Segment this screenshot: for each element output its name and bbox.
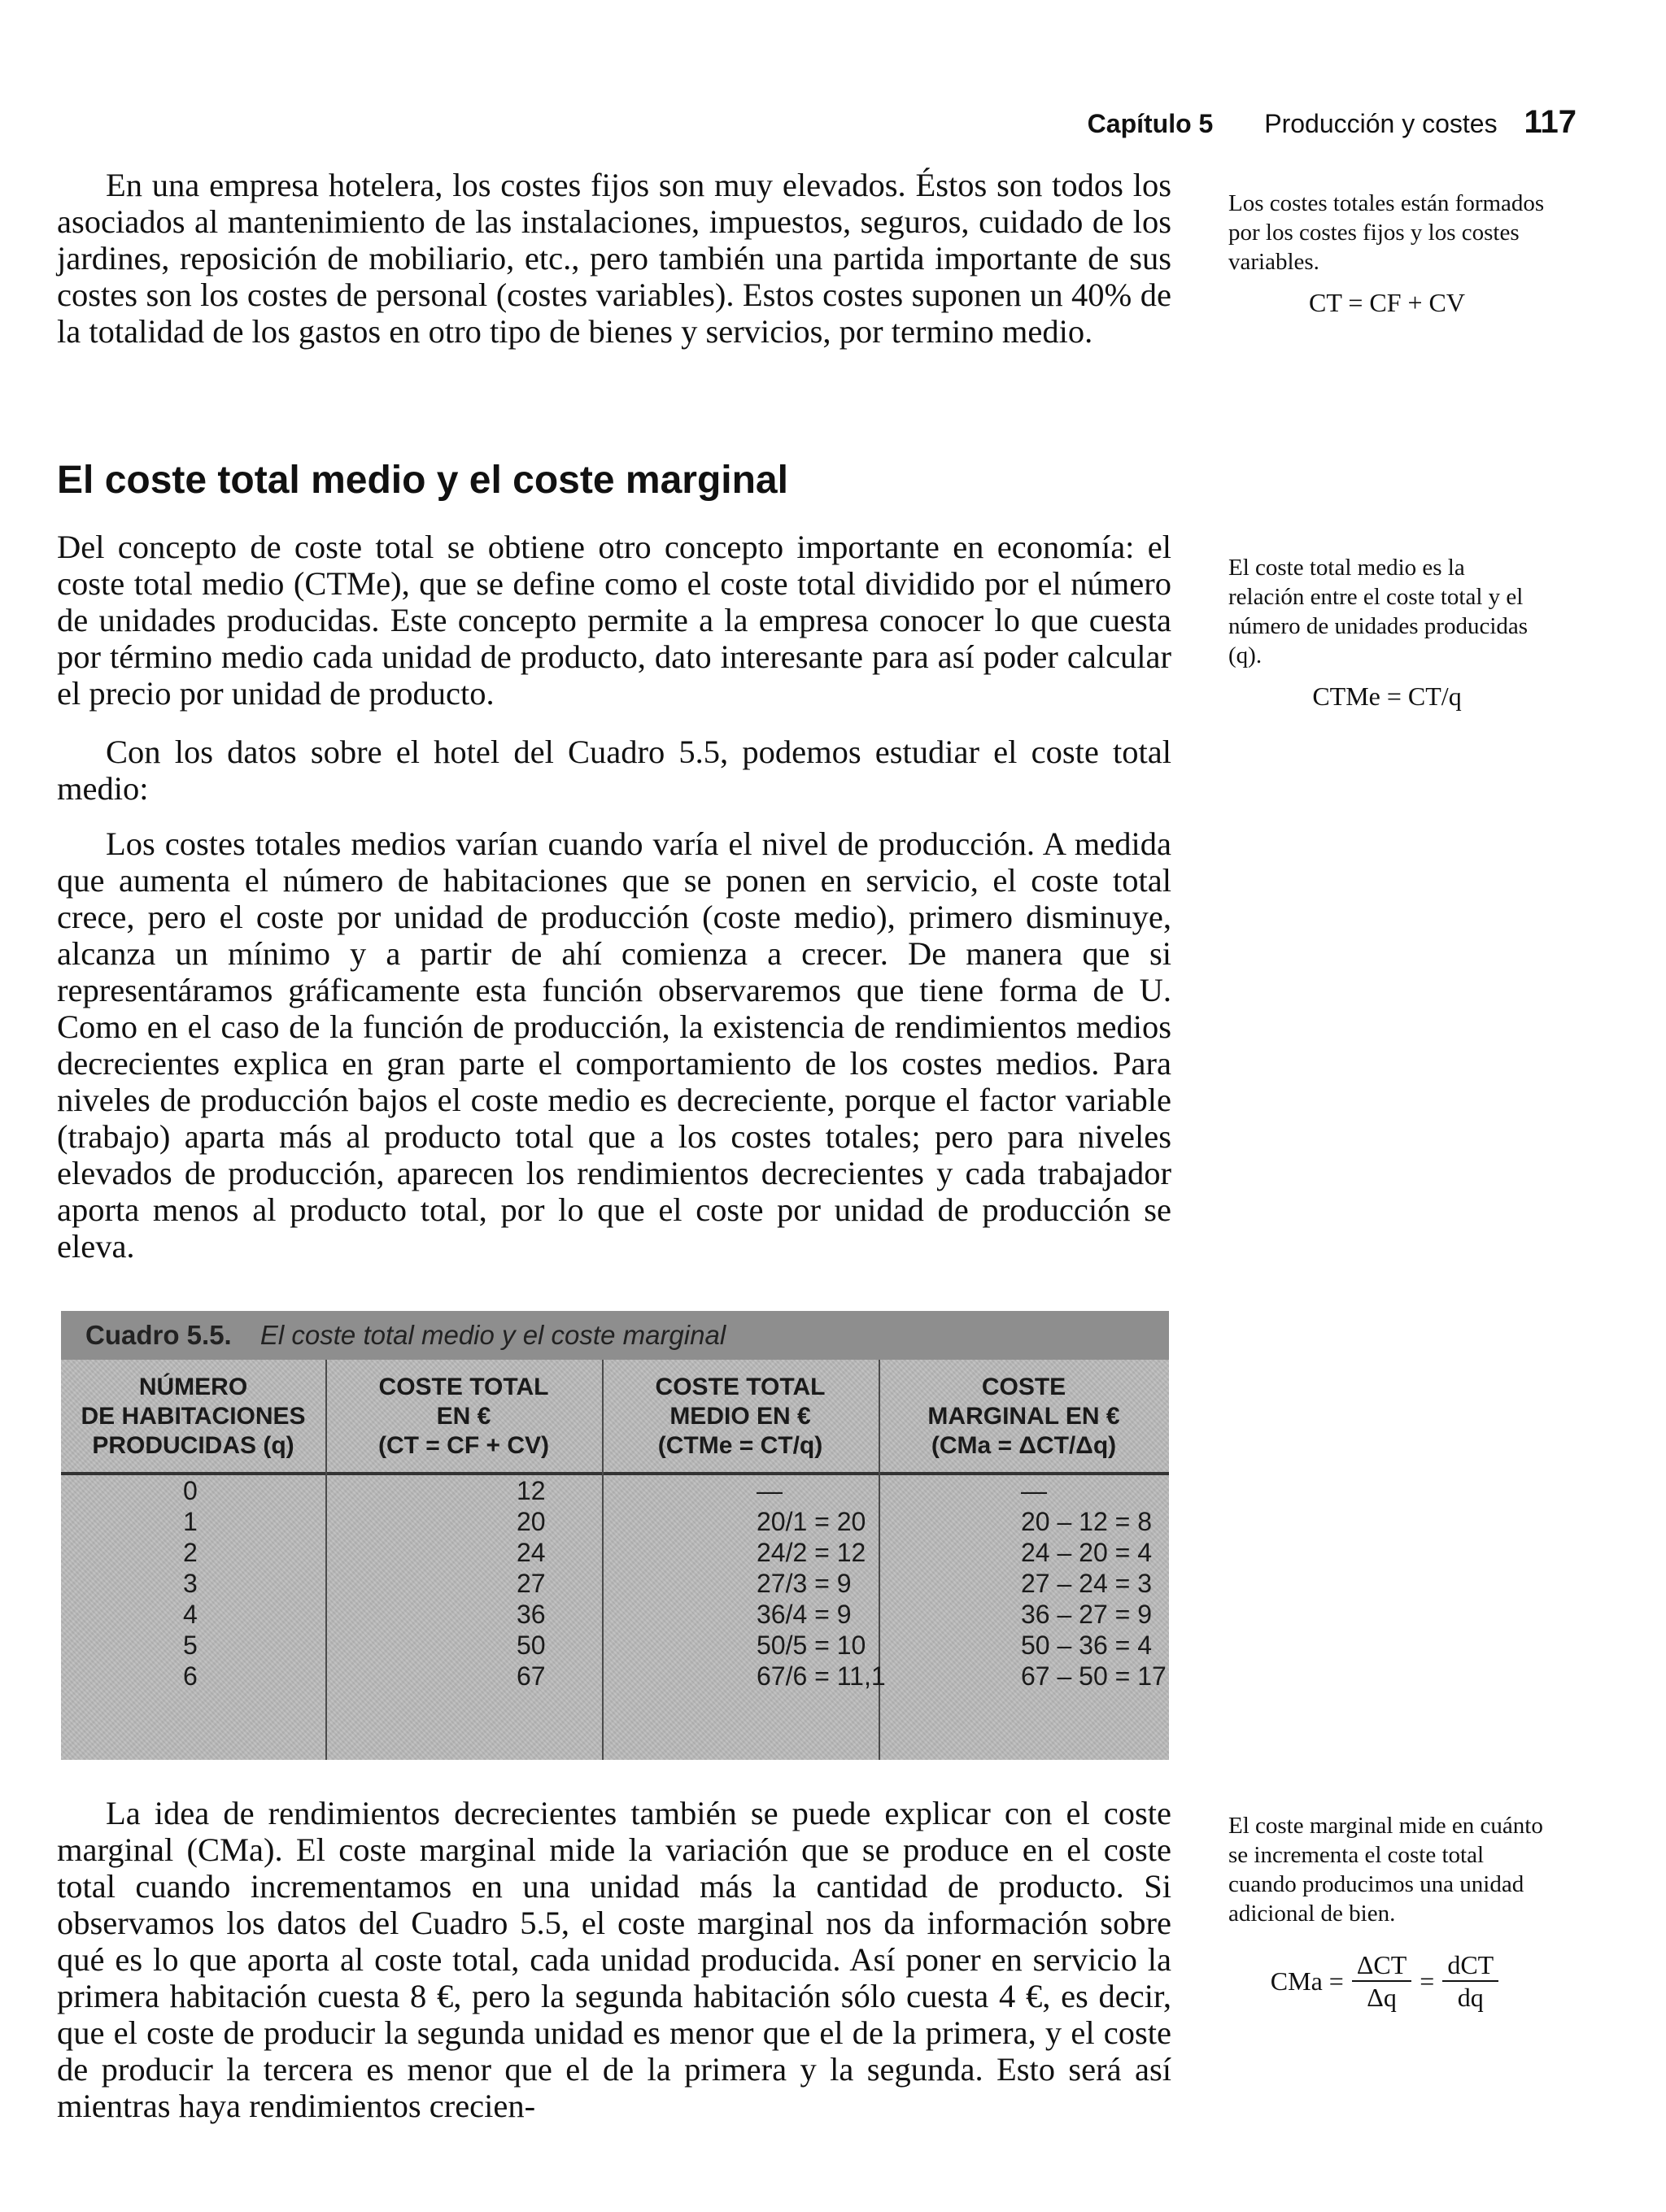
fraction-numerator: dCT bbox=[1442, 1949, 1498, 1982]
cell-ct: 36 bbox=[517, 1600, 546, 1629]
cell-ct: 67 bbox=[517, 1661, 546, 1691]
table-caption-title: El coste total medio y el coste marginal bbox=[259, 1320, 726, 1350]
cell-cma: — bbox=[1021, 1476, 1047, 1505]
cell-ctme: 24/2 = 12 bbox=[757, 1538, 866, 1567]
header-coste-marginal bbox=[879, 1360, 1169, 1472]
header-line: (CTMe = CT/q) bbox=[657, 1432, 823, 1459]
header-line: COSTE bbox=[981, 1374, 1066, 1400]
cell-q: 0 bbox=[183, 1476, 198, 1505]
table-header-row bbox=[61, 1360, 1169, 1475]
fraction-numerator: ΔCT bbox=[1352, 1949, 1411, 1982]
cell-cma: 67 – 50 = 17 bbox=[1021, 1661, 1167, 1691]
paragraph-block-ctme bbox=[57, 529, 1171, 712]
fraction-denominator: dq bbox=[1457, 1983, 1484, 2012]
cell-q: 1 bbox=[183, 1507, 198, 1536]
cell-ct: 24 bbox=[517, 1538, 546, 1567]
table-row bbox=[61, 1599, 1169, 1630]
sidenote-total-cost bbox=[1228, 189, 1546, 317]
cell-cma: 50 – 36 = 4 bbox=[1021, 1631, 1153, 1660]
table-row bbox=[61, 1630, 1169, 1661]
fraction-derivative bbox=[1442, 1949, 1498, 2013]
fraction-delta bbox=[1352, 1949, 1411, 2013]
table-caption bbox=[61, 1311, 1169, 1360]
sidenote-text: El coste total medio es la relación entre el coste total y el número de unidades producidas (q). bbox=[1228, 555, 1529, 668]
cuadro-5-5-table bbox=[61, 1311, 1169, 1760]
header-coste-total bbox=[325, 1360, 602, 1472]
table-row bbox=[61, 1475, 1169, 1506]
cell-ctme: 36/4 = 9 bbox=[757, 1600, 852, 1629]
header-line: EN € bbox=[436, 1403, 491, 1430]
header-coste-medio bbox=[602, 1360, 879, 1472]
cell-cma: 27 – 24 = 3 bbox=[1021, 1569, 1153, 1598]
chapter-label: Capítulo 5 bbox=[1087, 109, 1214, 138]
intro-paragraph-block bbox=[57, 167, 1171, 350]
paragraph-average-cost-behaviour: Los costes totales medios varían cuando varía el nivel de producción. A medida que aumenta el número de habitaciones que se ponen en servicio, el coste total crece, pero el coste por unidad de producción (coste medio), primero disminuye, alcanza un mínimo y a partir de ahí comienza a crecer. De manera que si representáramos gráficamente esta función observaremos que tiene forma de U. Como en el caso de la función de producción, la existencia de rendimientos medios decrecientes explica en gran parte el comportamiento de los costes medios. Para niveles de producción bajos el coste medio es decreciente, porque el factor variable (trabajo) aparta más al producto total que a los costes totales; pero para niveles elevados de producción, aparecen los rendimientos decrecientes y cada trabajador aporta menos al producto total, por lo que el coste por unidad de producción se eleva. bbox=[57, 825, 1171, 1265]
cell-ct: 20 bbox=[517, 1507, 546, 1536]
cell-ct: 50 bbox=[517, 1631, 546, 1660]
table-row bbox=[61, 1568, 1169, 1599]
paragraph-marginal-cost: La idea de rendimientos decrecientes también se puede explicar con el coste marginal (CMa). El coste marginal mide la variación que se produce en el coste total cuando incrementamos en una unidad más la cantidad de producto. Si observamos los datos del Cuadro 5.5, el coste marginal nos da información sobre qué es lo que aporta al coste total, cada unidad producida. Así poner en servicio la primera habitación cuesta 8 €, pero la segunda habitación sólo cuesta 4 €, es decir, que el coste de producir la segunda unidad es menor que el de la primera, y el coste de producir la tercera es menor que el de la primera y la segunda. Esto será así mientras haya rendimientos crecien- bbox=[57, 1795, 1171, 2124]
cell-q: 5 bbox=[183, 1631, 198, 1660]
formula-ct: CT = CF + CV bbox=[1309, 288, 1465, 317]
cell-cma: 20 – 12 = 8 bbox=[1021, 1507, 1153, 1536]
header-line: MEDIO EN € bbox=[669, 1403, 811, 1430]
paragraph-cuadro-reference: Con los datos sobre el hotel del Cuadro 5.5, podemos estudiar el coste total medio: bbox=[57, 734, 1171, 807]
header-line: (CT = CF + CV) bbox=[377, 1432, 549, 1459]
running-header bbox=[1088, 104, 1577, 141]
table-row bbox=[61, 1537, 1169, 1568]
header-line: (CMa = ΔCT/Δq) bbox=[931, 1432, 1117, 1459]
cell-ctme: 20/1 = 20 bbox=[757, 1507, 866, 1536]
cell-q: 4 bbox=[183, 1600, 198, 1629]
header-line: COSTE TOTAL bbox=[378, 1374, 549, 1400]
cell-q: 2 bbox=[183, 1538, 198, 1567]
cell-ct: 27 bbox=[517, 1569, 546, 1598]
paragraph-block-u-shape bbox=[57, 825, 1171, 1265]
sidenote-average-cost bbox=[1228, 553, 1546, 711]
fraction-denominator: Δq bbox=[1367, 1983, 1397, 2012]
formula-cma bbox=[1228, 1949, 1546, 2013]
formula-equals: = bbox=[1420, 1966, 1435, 1996]
table-caption-label: Cuadro 5.5. bbox=[85, 1320, 232, 1350]
paragraph-block-marginal bbox=[57, 1795, 1171, 2124]
formula-ctme: CTMe = CT/q bbox=[1312, 681, 1462, 711]
page-number: 117 bbox=[1524, 104, 1577, 140]
header-line: COSTE TOTAL bbox=[655, 1374, 826, 1400]
formula-lhs: CMa = bbox=[1270, 1966, 1344, 1996]
header-line: DE HABITACIONES bbox=[81, 1403, 306, 1430]
cell-q: 3 bbox=[183, 1569, 198, 1598]
cell-ctme: — bbox=[757, 1476, 783, 1505]
table-body bbox=[61, 1475, 1169, 1692]
cell-cma: 24 – 20 = 4 bbox=[1021, 1538, 1153, 1567]
table-row bbox=[61, 1661, 1169, 1692]
cell-ctme: 50/5 = 10 bbox=[757, 1631, 866, 1660]
paragraph-hotel-costs: En una empresa hotelera, los costes fijos son muy elevados. Éstos son todos los asociados al mantenimiento de las instalaciones, impuestos, seguros, cuidado de los jardines, reposición de mobiliario, etc., pero también una partida importante de sus costes son los costes de personal (costes variables). Estos costes suponen un 40% de la totalidad de los gastos en otro tipo de bienes y servicios, por termino medio. bbox=[57, 167, 1171, 350]
paragraph-block-cuadro-ref bbox=[57, 734, 1171, 807]
sidenote-text: Los costes totales están formados por los costes fijos y los costes variables. bbox=[1228, 190, 1545, 275]
cell-ct: 12 bbox=[517, 1476, 546, 1505]
header-line: NÚMERO bbox=[138, 1374, 248, 1400]
cell-cma: 36 – 27 = 9 bbox=[1021, 1600, 1153, 1629]
chapter-title: Producción y costes bbox=[1264, 109, 1498, 138]
cell-ctme: 67/6 = 11,1 bbox=[757, 1661, 886, 1691]
table-row bbox=[61, 1506, 1169, 1537]
header-habitaciones bbox=[61, 1360, 325, 1472]
sidenote-marginal-cost bbox=[1228, 1811, 1546, 2013]
cell-q: 6 bbox=[183, 1661, 198, 1691]
header-line: PRODUCIDAS (q) bbox=[92, 1432, 294, 1459]
cell-ctme: 27/3 = 9 bbox=[757, 1569, 852, 1598]
sidenote-text: El coste marginal mide en cuánto se incrementa el coste total cuando producimos una unidad adicional de bien. bbox=[1228, 1813, 1543, 1927]
section-heading: El coste total medio y el coste marginal bbox=[57, 459, 788, 502]
paragraph-ctme-definition: Del concepto de coste total se obtiene otro concepto importante en economía: el coste total medio (CTMe), que se define como el coste total dividido por el número de unidades producidas. Este concepto permite a la empresa conocer lo que cuesta por término medio cada unidad de producto, dato interesante para así poder calcular el precio por unidad de producto. bbox=[57, 529, 1171, 712]
header-line: MARGINAL EN € bbox=[927, 1403, 1120, 1430]
